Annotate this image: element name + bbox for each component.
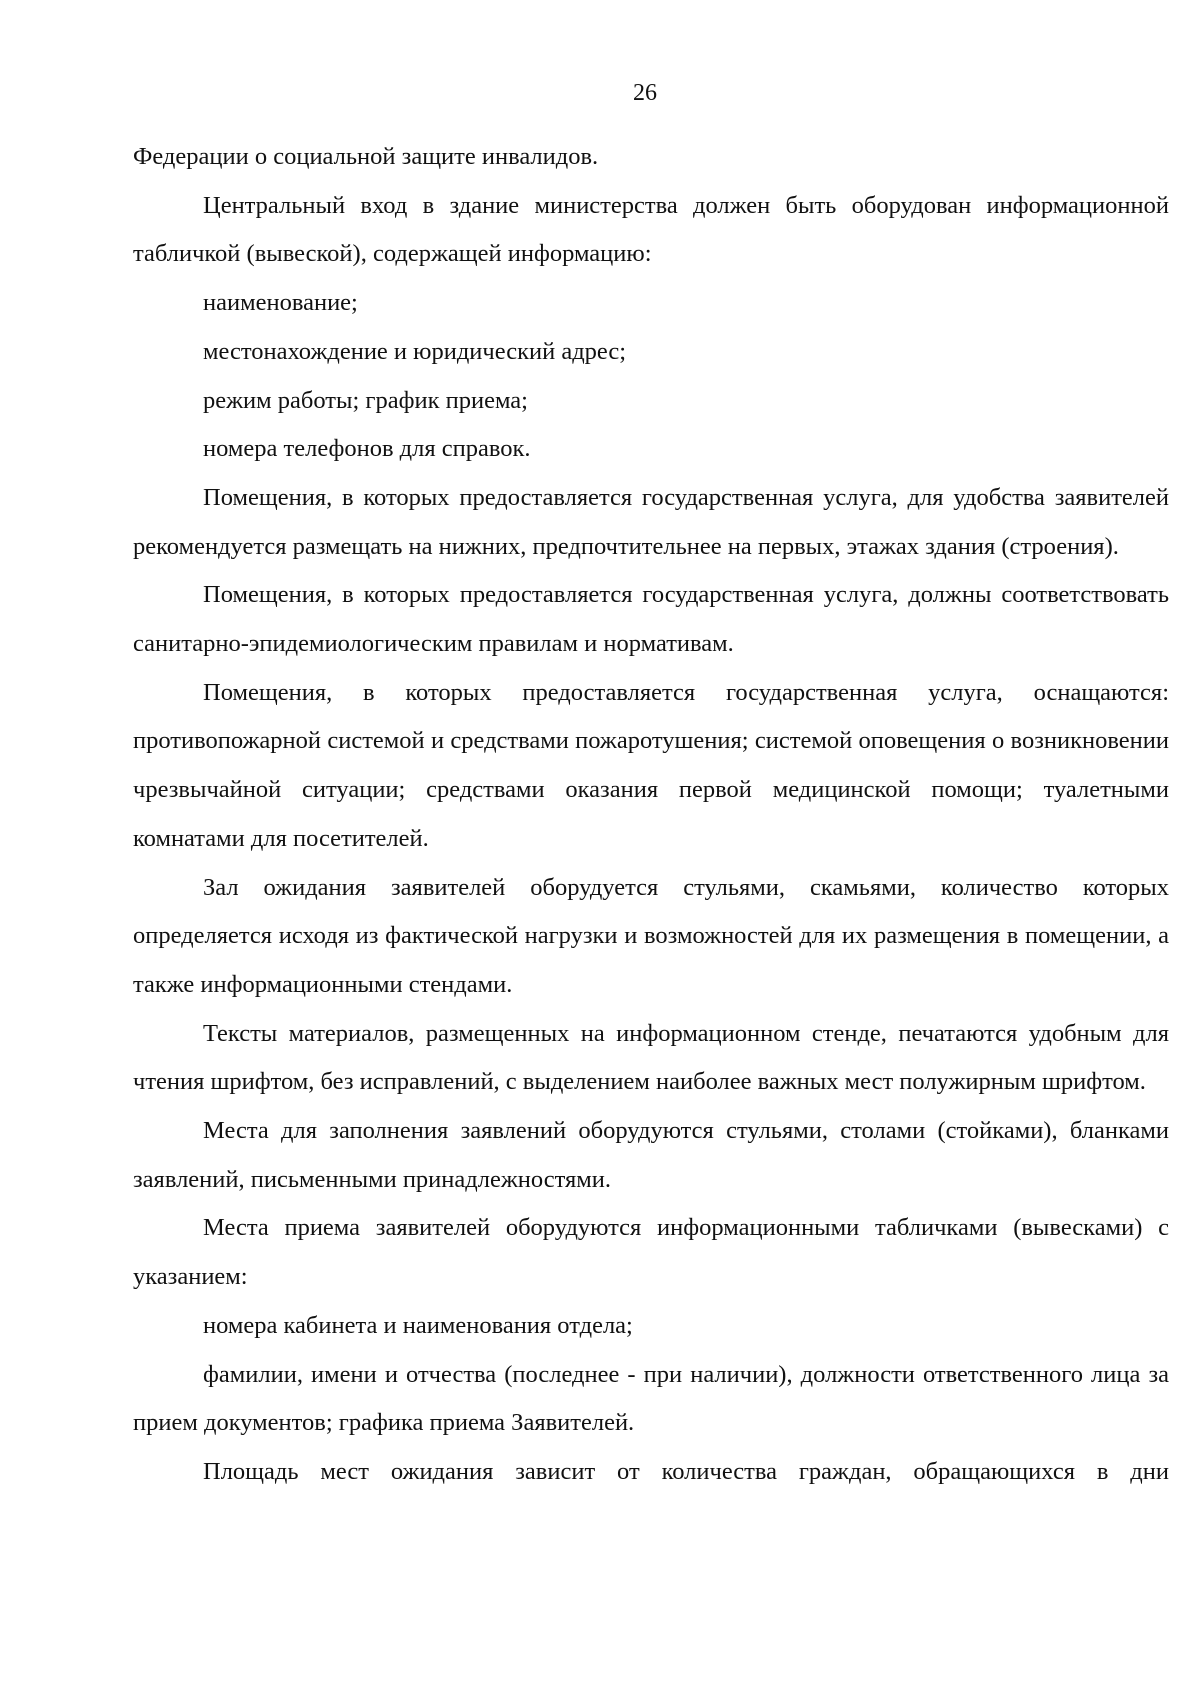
list-item-name: наименование; <box>203 289 358 317</box>
document-body <box>133 133 1169 1497</box>
paragraph-info-stand-texts: Тексты материалов, размещенных на информационном стенде, печатаются удобным для чтения шрифтом, без исправлений, с выделением наиболее важных мест полужирным шрифтом. <box>133 1019 1169 1096</box>
list-item-phones: номера телефонов для справок. <box>203 435 531 463</box>
paragraph-filling-places: Места для заполнения заявлений оборудуются стульями, столами (стойками), бланками заявлений, письменными принадлежностями. <box>133 1117 1169 1193</box>
paragraph-reception-places: Места приема заявителей оборудуются информационными табличками (вывесками) с указанием: <box>133 1214 1169 1291</box>
paragraph-premises-equipment: Помещения, в которых предоставляется государственная услуга, оснащаются: противопожарной системой и средствами пожаротушения; системой оповещения о возникновении чрезвычайной ситуации; средствами оказания первой медицинской помощи; туалетными комнатами для посетителей. <box>133 678 1169 852</box>
paragraph-premises-sanitary: Помещения, в которых предоставляется государственная услуга, должны соответствовать санитарно-эпидемиологическим правилам и нормативам. <box>133 581 1169 658</box>
list-item-responsible-person: фамилии, имени и отчества (последнее - при наличии), должности ответственного лица за прием документов; графика приема Заявителей. <box>133 1360 1169 1437</box>
paragraph-entrance-sign: Центральный вход в здание министерства должен быть оборудован информационной табличкой (вывеской), содержащей информацию: <box>133 191 1169 268</box>
list-item-schedule: режим работы; график приема; <box>203 386 528 414</box>
paragraph-waiting-area-size: Площадь мест ожидания зависит от количества граждан, обращающихся в дни <box>203 1457 1169 1485</box>
list-item-office-number: номера кабинета и наименования отдела; <box>203 1311 633 1339</box>
list-item-address: местонахождение и юридический адрес; <box>203 337 627 365</box>
page-number: 26 <box>633 80 657 106</box>
paragraph-premises-location: Помещения, в которых предоставляется государственная услуга, для удобства заявителей рекомендуется размещать на нижних, предпочтительнее на первых, этажах здания (строения). <box>133 483 1169 560</box>
paragraph-continuation: Федерации о социальной защите инвалидов. <box>133 143 599 170</box>
paragraph-waiting-hall: Зал ожидания заявителей оборудуется стульями, скамьями, количество которых определяется исходя из фактической нагрузки и возможностей для их размещения в помещении, а также информационными стендами. <box>133 873 1169 998</box>
